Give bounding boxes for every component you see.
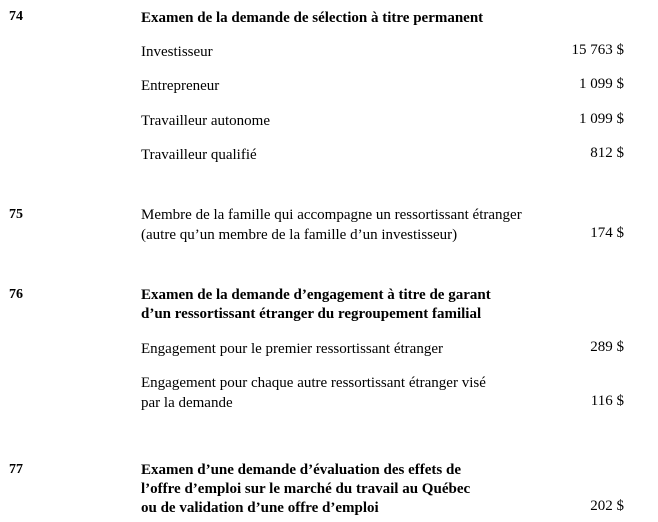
- section-heading-line: Examen d’une demande d’évaluation des effets de: [141, 462, 462, 478]
- item-label: Investisseur: [141, 44, 213, 60]
- item-label: Travailleur qualifié: [141, 147, 257, 163]
- section-heading-line: ou de validation d’une offre d’emploi: [141, 500, 379, 516]
- section-text-line: (autre qu’un membre de la famille d’un investisseur): [141, 227, 458, 243]
- item-label-line: par la demande: [141, 395, 233, 411]
- item-amount: 116 $: [590, 393, 624, 409]
- section-amount: 174 $: [590, 225, 624, 241]
- section-heading-line: l’offre d’emploi sur le marché du travail au Québec: [141, 481, 471, 497]
- item-amount: 812 $: [590, 145, 624, 161]
- item-amount: 1 099 $: [579, 111, 624, 127]
- item-label: Travailleur autonome: [141, 113, 271, 129]
- section-number: 76: [9, 287, 23, 302]
- section-number: 77: [9, 462, 23, 477]
- section-number: 74: [9, 9, 23, 24]
- section-text-line: Membre de la famille qui accompagne un ressortissant étranger: [141, 207, 522, 223]
- item-amount: 289 $: [590, 339, 624, 355]
- item-label: Engagement pour le premier ressortissant étranger: [141, 341, 443, 357]
- section-amount: 202 $: [590, 498, 624, 514]
- section-heading: Examen de la demande de sélection à titre permanent: [141, 10, 484, 26]
- item-label: Entrepreneur: [141, 78, 220, 94]
- section-heading-line: d’un ressortissant étranger du regroupement familial: [141, 306, 482, 322]
- section-number: 75: [9, 207, 23, 222]
- item-amount: 1 099 $: [579, 76, 624, 92]
- section-heading-line: Examen de la demande d’engagement à titre de garant: [141, 287, 491, 303]
- item-label-line: Engagement pour chaque autre ressortissant étranger visé: [141, 375, 486, 391]
- item-amount: 15 763 $: [571, 42, 624, 58]
